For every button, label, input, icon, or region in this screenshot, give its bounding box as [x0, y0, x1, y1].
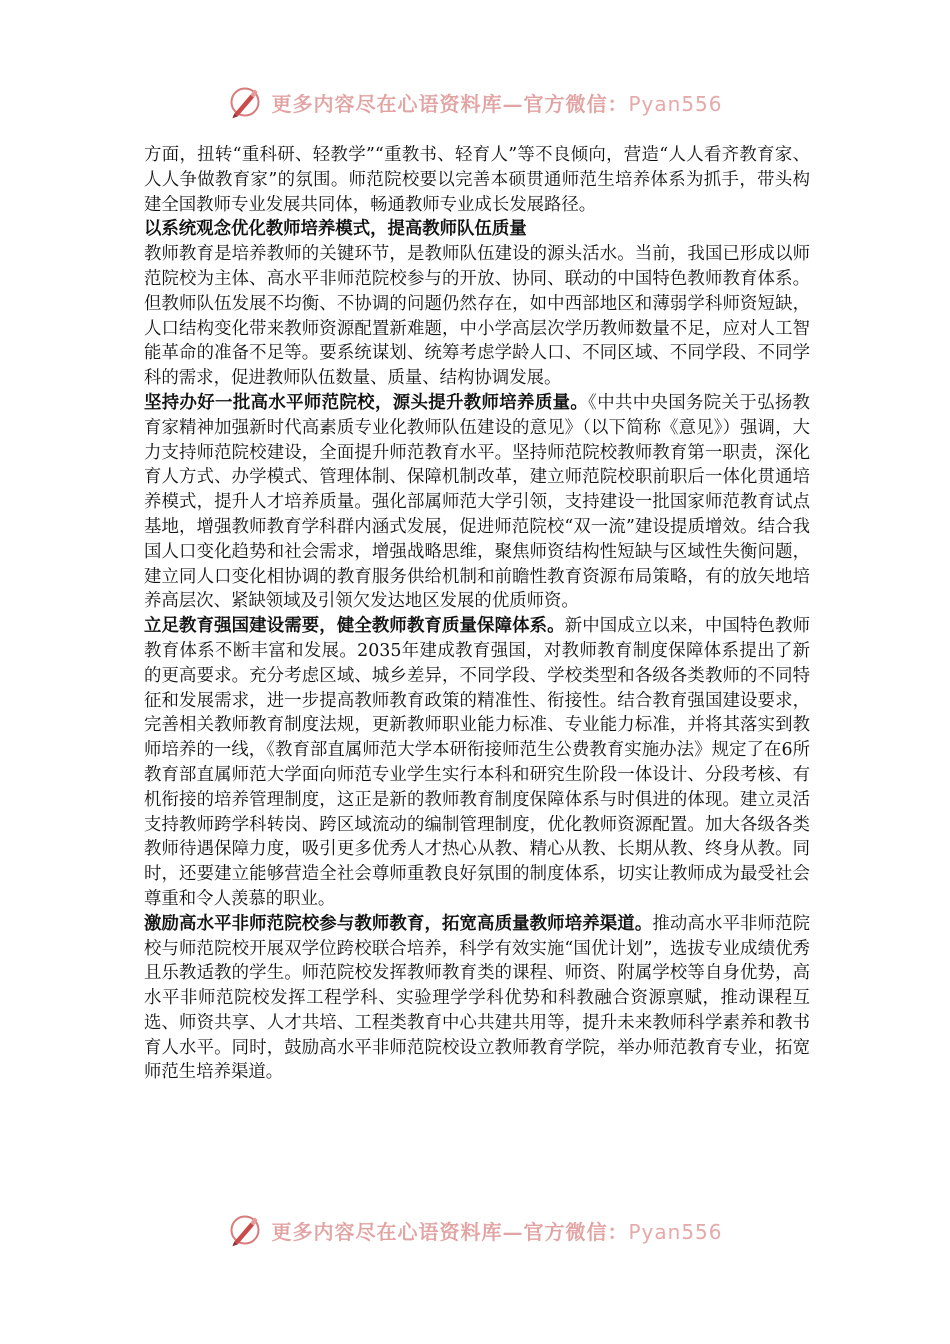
section-paragraph: 教师教育是培养教师的关键环节，是教师队伍建设的源头活水。当前，我国已形成以师范院校为主体、高水平非师范院校参与的开放、协同、联动的中国特色教师教育体系。但教师队伍发展不均衡、不协调的问题仍然存在，如中西部地区和薄弱学科师资短缺，人口结构变化带来教师资源配置新难题，中小学高层次学历教师数量不足，应对人工智能革命的准备不足等。要系统谋划、统筹考虑学龄人口、不同区域、不同学段、不同学科的需求，促进教师队伍数量、质量、结构协调发展。	[144, 244, 810, 389]
footer-watermark	[0, 1208, 950, 1252]
watermark-text: 更多内容尽在心语资料库—官方微信：Pyan556	[271, 1219, 723, 1244]
point-lead-2: 立足教育强国建设需要，健全教师教育质量保障体系。	[144, 616, 565, 637]
point-paragraph-1	[144, 391, 810, 614]
watermark-handle: Pyan556	[628, 91, 723, 116]
intro-paragraph: 方面，扭转“重科研、轻教学”“重教书、轻育人”等不良倾向，营造“人人看齐教育家、人人争做教育家”的氛围。师范院校要以完善本硕贯通师范生培养体系为抓手，带头构建全国教师专业发展共同体，畅通教师专业成长发展路径。	[144, 145, 810, 215]
pen-brush-logo-icon	[227, 1212, 263, 1248]
point-body-3: 推动高水平非师范院校与师范院校开展双学位跨校联合培养，科学有效实施“国优计划”，选拔专业成绩优秀且乐教适教的学生。师范院校发挥教师教育类的课程、师资、附属学校等自身优势，高水平非师范院校发挥工程学科、实验理学学科优势和科教融合资源禀赋，推动课程互选、师资共享、人才共培、工程类教育中心共建共用等，提升未来教师科学素养和教书育人水平。同时，鼓励高水平非师范院校设立教师教育学院，举办师范教育专业，拓宽师范生培养渠道。	[144, 913, 810, 1083]
point-body-1: 《中共中央国务院关于弘扬教育家精神加强新时代高素质专业化教师队伍建设的意见》（以下简称《意见》）强调，大力支持师范院校建设，全面提升师范教育水平。坚持师范院校教师教育第一职责，深化育人方式、办学模式、管理体制、保障机制改革，建立师范院校职前职后一体化贯通培养模式，提升人才培养质量。强化部属师范大学引领，支持建设一批国家师范教育试点基地，增强教师教育学科群内涵式发展，促进师范院校“双一流”建设提质增效。结合我国人口变化趋势和社会需求，增强战略思维，聚焦师资结构性短缺与区域性失衡问题，建立同人口变化相协调的教育服务供给机制和前瞻性教育资源布局策略，有的放矢地培养高层次、紧缺领域及引领欠发达地区发展的优质师资。	[144, 392, 810, 612]
watermark-handle: Pyan556	[628, 1219, 723, 1244]
pen-brush-logo-icon	[227, 84, 263, 120]
point-lead-1: 坚持办好一批高水平师范院校，源头提升教师培养质量。	[144, 392, 589, 413]
header-watermark	[0, 80, 950, 124]
document-body	[144, 143, 810, 1085]
watermark-text: 更多内容尽在心语资料库—官方微信：Pyan556	[271, 91, 723, 116]
point-lead-3: 激励高水平非师范院校参与教师教育，拓宽高质量教师培养渠道。	[144, 913, 653, 934]
point-paragraph-2	[144, 614, 810, 912]
point-body-2: 新中国成立以来，中国特色教师教育体系不断丰富和发展。2035年建成教育强国，对教师教育制度保障体系提出了新的更高要求。充分考虑区域、城乡差异，不同学段、学校类型和各级各类教师的不同特征和发展需求，进一步提高教师教育政策的精准性、衔接性。结合教育强国建设要求，完善相关教师教育制度法规，更新教师职业能力标准、专业能力标准，并将其落实到教师培养的一线，《教育部直属师范大学本研衔接师范生公费教育实施办法》规定了在6所教育部直属师范大学面向师范专业学生实行本科和研究生阶段一体设计、分段考核、有机衔接的培养管理制度，这正是新的教师教育制度保障体系与时俱进的体现。建立灵活支持教师跨学科转岗、跨区域流动的编制管理制度，优化教师资源配置。加大各级各类教师待遇保障力度，吸引更多优秀人才热心从教、精心从教、长期从教、终身从教。同时，还要建立能够营造全社会尊师重教良好氛围的制度体系，切实让教师成为最受社会尊重和令人羡慕的职业。	[144, 616, 810, 909]
point-paragraph-3	[144, 912, 810, 1086]
section-heading: 以系统观念优化教师培养模式，提高教师队伍质量	[144, 219, 527, 240]
